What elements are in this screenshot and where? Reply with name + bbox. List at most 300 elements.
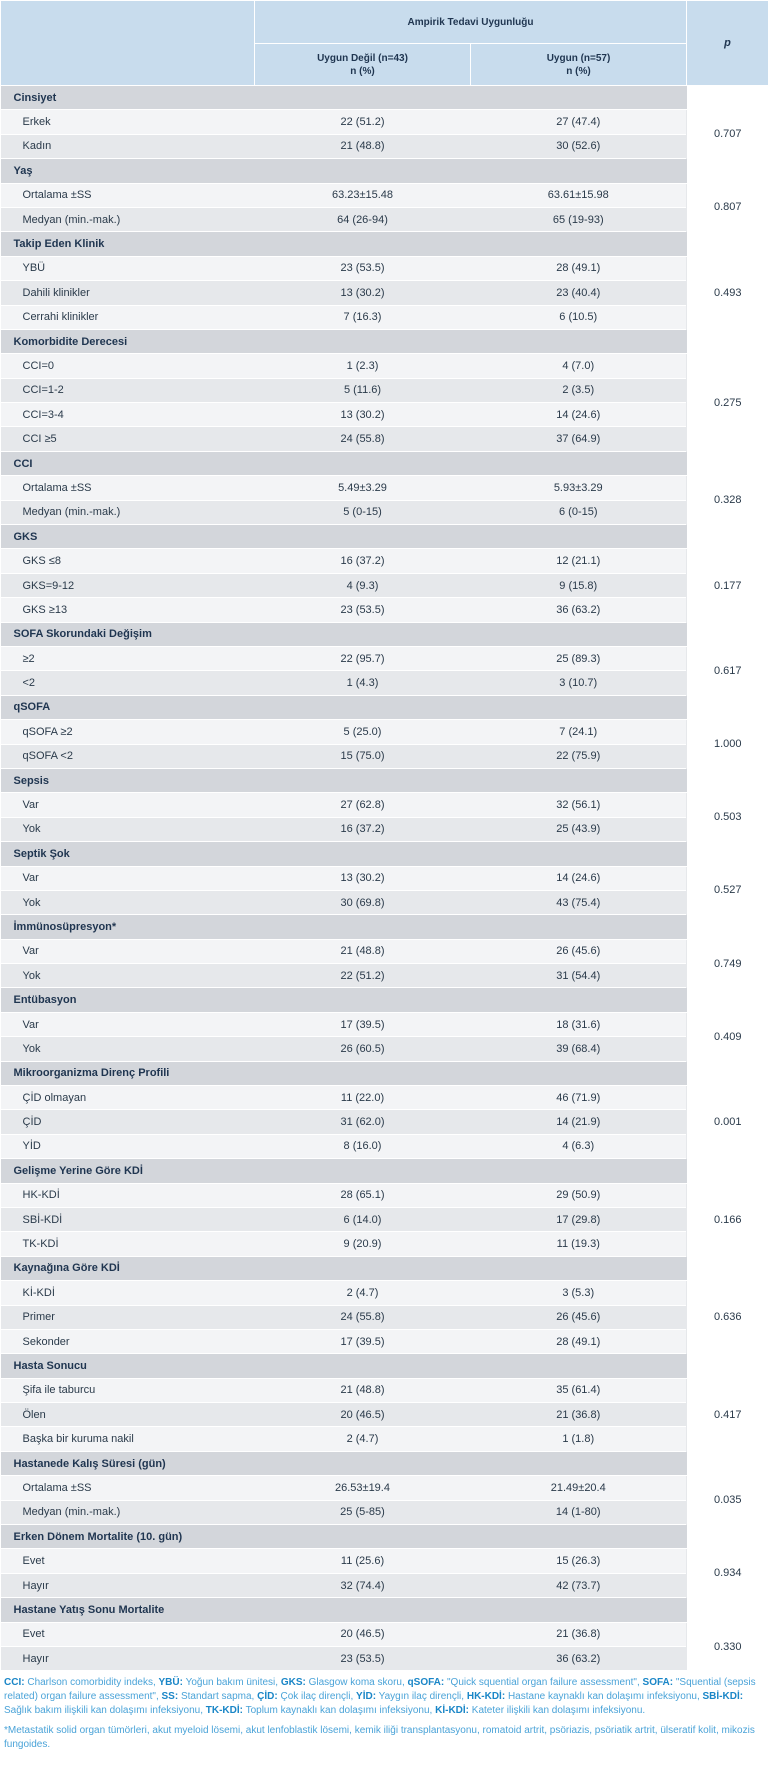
value-appropriate: 63.61±15.98	[471, 183, 687, 207]
table-row	[1, 256, 768, 280]
section-header-row	[1, 768, 768, 792]
section-header-row	[1, 86, 768, 110]
value-appropriate: 3 (5.3)	[471, 1281, 687, 1305]
row-label: SBİ-KDİ	[1, 1207, 255, 1231]
value-not-appropriate: 30 (69.8)	[255, 890, 471, 914]
row-label: ÇİD	[1, 1110, 255, 1134]
value-not-appropriate: 23 (53.5)	[255, 598, 471, 622]
value-not-appropriate: 5 (11.6)	[255, 378, 471, 402]
value-not-appropriate: 23 (53.5)	[255, 256, 471, 280]
row-label: Var	[1, 793, 255, 817]
p-value: 0.617	[687, 646, 768, 695]
table-row	[1, 866, 768, 890]
value-not-appropriate: 64 (26-94)	[255, 207, 471, 231]
value-not-appropriate: 11 (22.0)	[255, 1086, 471, 1110]
section-p-blank	[687, 915, 768, 939]
abbreviation-term: SOFA:	[642, 1677, 674, 1689]
value-not-appropriate: 17 (39.5)	[255, 1329, 471, 1353]
value-appropriate: 28 (49.1)	[471, 256, 687, 280]
abbreviation-term: HK-KDİ:	[466, 1691, 506, 1703]
row-label: GKS ≤8	[1, 549, 255, 573]
abbreviation-item	[408, 1677, 643, 1688]
abbreviation-definition: "Quick squential organ failure assessment",	[444, 1677, 643, 1689]
value-not-appropriate: 13 (30.2)	[255, 403, 471, 427]
section-title: Cinsiyet	[1, 86, 687, 110]
p-value: 0.417	[687, 1378, 768, 1451]
abbreviation-item	[281, 1677, 408, 1688]
abbreviation-item	[4, 1677, 159, 1688]
table-row	[1, 1207, 768, 1231]
table-row	[1, 1378, 768, 1402]
abbreviation-list	[4, 1676, 758, 1718]
value-appropriate: 65 (19-93)	[471, 207, 687, 231]
value-not-appropriate: 1 (2.3)	[255, 354, 471, 378]
p-value: 0.328	[687, 476, 768, 525]
value-appropriate: 31 (54.4)	[471, 964, 687, 988]
row-label: Dahili klinikler	[1, 281, 255, 305]
p-value: 0.527	[687, 866, 768, 915]
section-p-blank	[687, 159, 768, 183]
row-label: Ortalama ±SS	[1, 476, 255, 500]
section-header-row	[1, 1061, 768, 1085]
abbreviation-term: CCI:	[4, 1677, 25, 1689]
section-p-blank	[687, 451, 768, 475]
section-title: Septik Şok	[1, 842, 687, 866]
value-appropriate: 21.49±20.4	[471, 1476, 687, 1500]
value-appropriate: 2 (3.5)	[471, 378, 687, 402]
section-header-row	[1, 1256, 768, 1280]
value-not-appropriate: 26.53±19.4	[255, 1476, 471, 1500]
value-appropriate: 11 (19.3)	[471, 1232, 687, 1256]
p-value: 0.275	[687, 354, 768, 452]
section-p-blank	[687, 1451, 768, 1475]
row-label: Var	[1, 1012, 255, 1036]
section-header-row	[1, 451, 768, 475]
table-row	[1, 403, 768, 427]
row-label: Kİ-KDİ	[1, 1281, 255, 1305]
value-not-appropriate: 20 (46.5)	[255, 1622, 471, 1646]
section-p-blank	[687, 1256, 768, 1280]
value-not-appropriate: 25 (5-85)	[255, 1500, 471, 1524]
abbreviation-item	[206, 1705, 435, 1716]
row-label: CCI=0	[1, 354, 255, 378]
table-row	[1, 1573, 768, 1597]
table-row	[1, 890, 768, 914]
abbreviation-item	[257, 1691, 356, 1702]
value-appropriate: 21 (36.8)	[471, 1622, 687, 1646]
value-not-appropriate: 2 (4.7)	[255, 1427, 471, 1451]
table-row	[1, 793, 768, 817]
table-row	[1, 476, 768, 500]
section-title: qSOFA	[1, 695, 687, 719]
section-title: Komorbidite Derecesi	[1, 329, 687, 353]
value-not-appropriate: 1 (4.3)	[255, 671, 471, 695]
abbreviation-term: TK-KDİ:	[205, 1705, 243, 1717]
section-title: Gelişme Yerine Göre KDİ	[1, 1159, 687, 1183]
value-not-appropriate: 5 (0-15)	[255, 500, 471, 524]
value-not-appropriate: 63.23±15.48	[255, 183, 471, 207]
row-label: CCI=1-2	[1, 378, 255, 402]
value-not-appropriate: 24 (55.8)	[255, 427, 471, 451]
section-p-blank	[687, 988, 768, 1012]
p-value: 0.001	[687, 1086, 768, 1159]
value-not-appropriate: 15 (75.0)	[255, 744, 471, 768]
abbreviation-item	[435, 1705, 645, 1716]
section-p-blank	[687, 232, 768, 256]
value-not-appropriate: 21 (48.8)	[255, 1378, 471, 1402]
section-p-blank	[687, 1354, 768, 1378]
row-label: GKS ≥13	[1, 598, 255, 622]
footnote: *Metastatik solid organ tümörleri, akut myeloid lösemi, akut lenfoblastik lösemi, kemik iliği transplantasyonu, romatoid artrit, psöriazis, psöriatik artrit, ülseratif kolit, mikozis fungoides.	[4, 1725, 755, 1751]
p-value: 0.503	[687, 793, 768, 842]
row-label: Yok	[1, 964, 255, 988]
header-blank-cell	[1, 1, 255, 86]
abbreviation-definition: Standart sapma,	[178, 1691, 258, 1703]
abbreviation-item	[162, 1691, 258, 1702]
abbreviation-term: qSOFA:	[407, 1677, 445, 1689]
table-row	[1, 720, 768, 744]
value-appropriate: 27 (47.4)	[471, 110, 687, 134]
row-label: Başka bir kuruma nakil	[1, 1427, 255, 1451]
value-appropriate: 23 (40.4)	[471, 281, 687, 305]
table-row	[1, 1476, 768, 1500]
value-not-appropriate: 13 (30.2)	[255, 281, 471, 305]
section-title: Sepsis	[1, 768, 687, 792]
value-appropriate: 6 (0-15)	[471, 500, 687, 524]
section-title: CCI	[1, 451, 687, 475]
abbreviation-definition: Hastane kaynaklı kan dolaşımı infeksiyonu,	[505, 1691, 703, 1703]
table-row	[1, 110, 768, 134]
value-appropriate: 17 (29.8)	[471, 1207, 687, 1231]
table-row	[1, 500, 768, 524]
section-p-blank	[687, 1598, 768, 1622]
section-p-blank	[687, 1159, 768, 1183]
value-not-appropriate: 24 (55.8)	[255, 1305, 471, 1329]
group-title: Ampirik Tedavi Uygunluğu	[255, 1, 687, 44]
p-value: 0.707	[687, 110, 768, 159]
table-row	[1, 1647, 768, 1671]
table-row	[1, 1500, 768, 1524]
section-title: GKS	[1, 525, 687, 549]
row-label: Ortalama ±SS	[1, 183, 255, 207]
section-header-row	[1, 988, 768, 1012]
p-value: 0.749	[687, 939, 768, 988]
p-value: 0.166	[687, 1183, 768, 1256]
table-row	[1, 354, 768, 378]
table-row	[1, 1232, 768, 1256]
section-header-row	[1, 1159, 768, 1183]
value-appropriate: 32 (56.1)	[471, 793, 687, 817]
row-label: Ortalama ±SS	[1, 1476, 255, 1500]
value-not-appropriate: 21 (48.8)	[255, 134, 471, 158]
p-value: 0.807	[687, 183, 768, 232]
table-row	[1, 817, 768, 841]
table-row	[1, 1086, 768, 1110]
p-value: 0.409	[687, 1012, 768, 1061]
value-not-appropriate: 9 (20.9)	[255, 1232, 471, 1256]
row-label: Ölen	[1, 1403, 255, 1427]
value-not-appropriate: 27 (62.8)	[255, 793, 471, 817]
value-not-appropriate: 31 (62.0)	[255, 1110, 471, 1134]
value-not-appropriate: 11 (25.6)	[255, 1549, 471, 1573]
abbreviation-term: SBİ-KDİ:	[702, 1691, 744, 1703]
table-row	[1, 1622, 768, 1646]
section-title: Mikroorganizma Direnç Profili	[1, 1061, 687, 1085]
p-value: 0.934	[687, 1549, 768, 1598]
table-row	[1, 1037, 768, 1061]
abbreviation-definition: Sağlık bakım ilişkili kan dolaşımı infeksiyonu,	[4, 1705, 206, 1717]
row-label: CCI=3-4	[1, 403, 255, 427]
row-label: Medyan (min.-mak.)	[1, 1500, 255, 1524]
p-value: 0.636	[687, 1281, 768, 1354]
row-label: Yok	[1, 817, 255, 841]
abbreviation-definition: Kateter ilişkili kan dolaşımı infeksiyonu.	[469, 1705, 646, 1717]
section-title: SOFA Skorundaki Değişim	[1, 622, 687, 646]
value-appropriate: 14 (21.9)	[471, 1110, 687, 1134]
value-not-appropriate: 20 (46.5)	[255, 1403, 471, 1427]
table-row	[1, 1403, 768, 1427]
value-appropriate: 39 (68.4)	[471, 1037, 687, 1061]
row-label: Var	[1, 939, 255, 963]
value-appropriate: 4 (6.3)	[471, 1134, 687, 1158]
section-title: Entübasyon	[1, 988, 687, 1012]
abbreviation-term: SS:	[161, 1691, 179, 1703]
value-not-appropriate: 23 (53.5)	[255, 1647, 471, 1671]
value-appropriate: 36 (63.2)	[471, 1647, 687, 1671]
value-appropriate: 9 (15.8)	[471, 573, 687, 597]
value-appropriate: 22 (75.9)	[471, 744, 687, 768]
table-footer	[0, 1670, 768, 1752]
abbreviation-item	[467, 1691, 703, 1702]
value-not-appropriate: 22 (51.2)	[255, 964, 471, 988]
value-appropriate: 43 (75.4)	[471, 890, 687, 914]
value-appropriate: 26 (45.6)	[471, 939, 687, 963]
row-label: TK-KDİ	[1, 1232, 255, 1256]
value-appropriate: 7 (24.1)	[471, 720, 687, 744]
section-p-blank	[687, 525, 768, 549]
value-appropriate: 30 (52.6)	[471, 134, 687, 158]
value-appropriate: 37 (64.9)	[471, 427, 687, 451]
table-row	[1, 646, 768, 670]
section-p-blank	[687, 622, 768, 646]
value-not-appropriate: 5 (25.0)	[255, 720, 471, 744]
column-header-not-appropriate: Uygun Değil (n=43) n (%)	[255, 44, 471, 86]
value-not-appropriate: 17 (39.5)	[255, 1012, 471, 1036]
abbreviation-definition: Yoğun bakım ünitesi,	[182, 1677, 281, 1689]
section-title: Hasta Sonucu	[1, 1354, 687, 1378]
row-label: Yok	[1, 890, 255, 914]
table-row	[1, 1012, 768, 1036]
value-not-appropriate: 22 (95.7)	[255, 646, 471, 670]
row-label: ÇİD olmayan	[1, 1086, 255, 1110]
row-label: Sekonder	[1, 1329, 255, 1353]
p-value: 1.000	[687, 720, 768, 769]
table-row	[1, 305, 768, 329]
value-appropriate: 26 (45.6)	[471, 1305, 687, 1329]
section-header-row	[1, 695, 768, 719]
row-label: Hayır	[1, 1573, 255, 1597]
value-not-appropriate: 22 (51.2)	[255, 110, 471, 134]
table-row	[1, 549, 768, 573]
abbreviation-definition: Yaygın ilaç dirençli,	[376, 1691, 467, 1703]
value-not-appropriate: 26 (60.5)	[255, 1037, 471, 1061]
section-p-blank	[687, 86, 768, 110]
abbreviation-term: GKS:	[280, 1677, 306, 1689]
p-value: 0.330	[687, 1622, 768, 1670]
abbreviation-term: YİD:	[356, 1691, 377, 1703]
section-p-blank	[687, 329, 768, 353]
table-row	[1, 1427, 768, 1451]
column-header-appropriate: Uygun (n=57) n (%)	[471, 44, 687, 86]
p-value-header: p	[687, 1, 768, 86]
table-row	[1, 671, 768, 695]
row-label: Cerrahi klinikler	[1, 305, 255, 329]
abbreviation-term: ÇİD:	[257, 1691, 278, 1703]
value-appropriate: 21 (36.8)	[471, 1403, 687, 1427]
table-row	[1, 183, 768, 207]
row-label: qSOFA <2	[1, 744, 255, 768]
value-appropriate: 28 (49.1)	[471, 1329, 687, 1353]
value-not-appropriate: 16 (37.2)	[255, 549, 471, 573]
row-label: Medyan (min.-mak.)	[1, 207, 255, 231]
value-not-appropriate: 7 (16.3)	[255, 305, 471, 329]
section-title: Yaş	[1, 159, 687, 183]
value-appropriate: 46 (71.9)	[471, 1086, 687, 1110]
row-label: <2	[1, 671, 255, 695]
value-not-appropriate: 4 (9.3)	[255, 573, 471, 597]
table-row	[1, 1305, 768, 1329]
value-appropriate: 14 (24.6)	[471, 403, 687, 427]
row-label: Yok	[1, 1037, 255, 1061]
section-header-row	[1, 329, 768, 353]
value-appropriate: 14 (24.6)	[471, 866, 687, 890]
row-label: GKS=9-12	[1, 573, 255, 597]
abbreviation-item	[356, 1691, 467, 1702]
row-label: Şifa ile taburcu	[1, 1378, 255, 1402]
section-p-blank	[687, 768, 768, 792]
value-appropriate: 25 (43.9)	[471, 817, 687, 841]
value-appropriate: 15 (26.3)	[471, 1549, 687, 1573]
row-label: qSOFA ≥2	[1, 720, 255, 744]
section-header-row	[1, 1598, 768, 1622]
section-header-row	[1, 1354, 768, 1378]
table-row	[1, 1183, 768, 1207]
section-p-blank	[687, 695, 768, 719]
p-value: 0.177	[687, 549, 768, 622]
table-row	[1, 939, 768, 963]
abbreviation-term: YBÜ:	[158, 1677, 183, 1689]
section-title: Takip Eden Klinik	[1, 232, 687, 256]
value-appropriate: 14 (1-80)	[471, 1500, 687, 1524]
value-appropriate: 25 (89.3)	[471, 646, 687, 670]
section-header-row	[1, 622, 768, 646]
abbreviation-definition: Glasgow koma skoru,	[305, 1677, 408, 1689]
abbreviation-definition: Toplum kaynaklı kan dolaşımı infeksiyonu,	[242, 1705, 436, 1717]
row-label: Evet	[1, 1622, 255, 1646]
value-not-appropriate: 21 (48.8)	[255, 939, 471, 963]
table-row	[1, 1549, 768, 1573]
value-not-appropriate: 28 (65.1)	[255, 1183, 471, 1207]
abbreviation-item	[159, 1677, 281, 1688]
p-value: 0.035	[687, 1476, 768, 1525]
table-row	[1, 1281, 768, 1305]
section-header-row	[1, 842, 768, 866]
value-appropriate: 18 (31.6)	[471, 1012, 687, 1036]
section-p-blank	[687, 1525, 768, 1549]
section-header-row	[1, 1451, 768, 1475]
row-label: Hayır	[1, 1647, 255, 1671]
table-row	[1, 598, 768, 622]
value-appropriate: 29 (50.9)	[471, 1183, 687, 1207]
p-value: 0.493	[687, 256, 768, 329]
value-not-appropriate: 8 (16.0)	[255, 1134, 471, 1158]
table-row	[1, 744, 768, 768]
section-title: Hastane Yatış Sonu Mortalite	[1, 1598, 687, 1622]
value-appropriate: 1 (1.8)	[471, 1427, 687, 1451]
row-label: ≥2	[1, 646, 255, 670]
value-appropriate: 3 (10.7)	[471, 671, 687, 695]
value-appropriate: 42 (73.7)	[471, 1573, 687, 1597]
section-p-blank	[687, 842, 768, 866]
section-title: İmmünosüpresyon*	[1, 915, 687, 939]
value-not-appropriate: 2 (4.7)	[255, 1281, 471, 1305]
row-label: YBÜ	[1, 256, 255, 280]
table-row	[1, 1329, 768, 1353]
value-not-appropriate: 6 (14.0)	[255, 1207, 471, 1231]
value-appropriate: 35 (61.4)	[471, 1378, 687, 1402]
table-row	[1, 964, 768, 988]
value-appropriate: 4 (7.0)	[471, 354, 687, 378]
section-title: Kaynağına Göre KDİ	[1, 1256, 687, 1280]
table-row	[1, 1134, 768, 1158]
section-header-row	[1, 525, 768, 549]
row-label: YİD	[1, 1134, 255, 1158]
row-label: Kadın	[1, 134, 255, 158]
abbreviation-definition: Charlson comorbidity indeks,	[24, 1677, 159, 1689]
value-appropriate: 36 (63.2)	[471, 598, 687, 622]
section-header-row	[1, 1525, 768, 1549]
value-appropriate: 12 (21.1)	[471, 549, 687, 573]
value-not-appropriate: 5.49±3.29	[255, 476, 471, 500]
row-label: Var	[1, 866, 255, 890]
table-row	[1, 573, 768, 597]
section-header-row	[1, 159, 768, 183]
table-row	[1, 207, 768, 231]
abbreviation-term: Kİ-KDİ:	[435, 1705, 469, 1717]
row-label: Erkek	[1, 110, 255, 134]
section-p-blank	[687, 1061, 768, 1085]
section-header-row	[1, 915, 768, 939]
table-row	[1, 134, 768, 158]
value-appropriate: 6 (10.5)	[471, 305, 687, 329]
row-label: Primer	[1, 1305, 255, 1329]
table-row	[1, 281, 768, 305]
abbreviation-definition: "Squential (sepsis related) organ failure assessment",	[4, 1677, 756, 1703]
row-label: Medyan (min.-mak.)	[1, 500, 255, 524]
section-title: Hastanede Kalış Süresi (gün)	[1, 1451, 687, 1475]
value-not-appropriate: 16 (37.2)	[255, 817, 471, 841]
section-header-row	[1, 232, 768, 256]
row-label: Evet	[1, 1549, 255, 1573]
table-row	[1, 427, 768, 451]
table-row	[1, 378, 768, 402]
section-title: Erken Dönem Mortalite (10. gün)	[1, 1525, 687, 1549]
value-appropriate: 5.93±3.29	[471, 476, 687, 500]
value-not-appropriate: 13 (30.2)	[255, 866, 471, 890]
row-label: CCI ≥5	[1, 427, 255, 451]
value-not-appropriate: 32 (74.4)	[255, 1573, 471, 1597]
abbreviation-definition: Çok ilaç dirençli,	[277, 1691, 357, 1703]
